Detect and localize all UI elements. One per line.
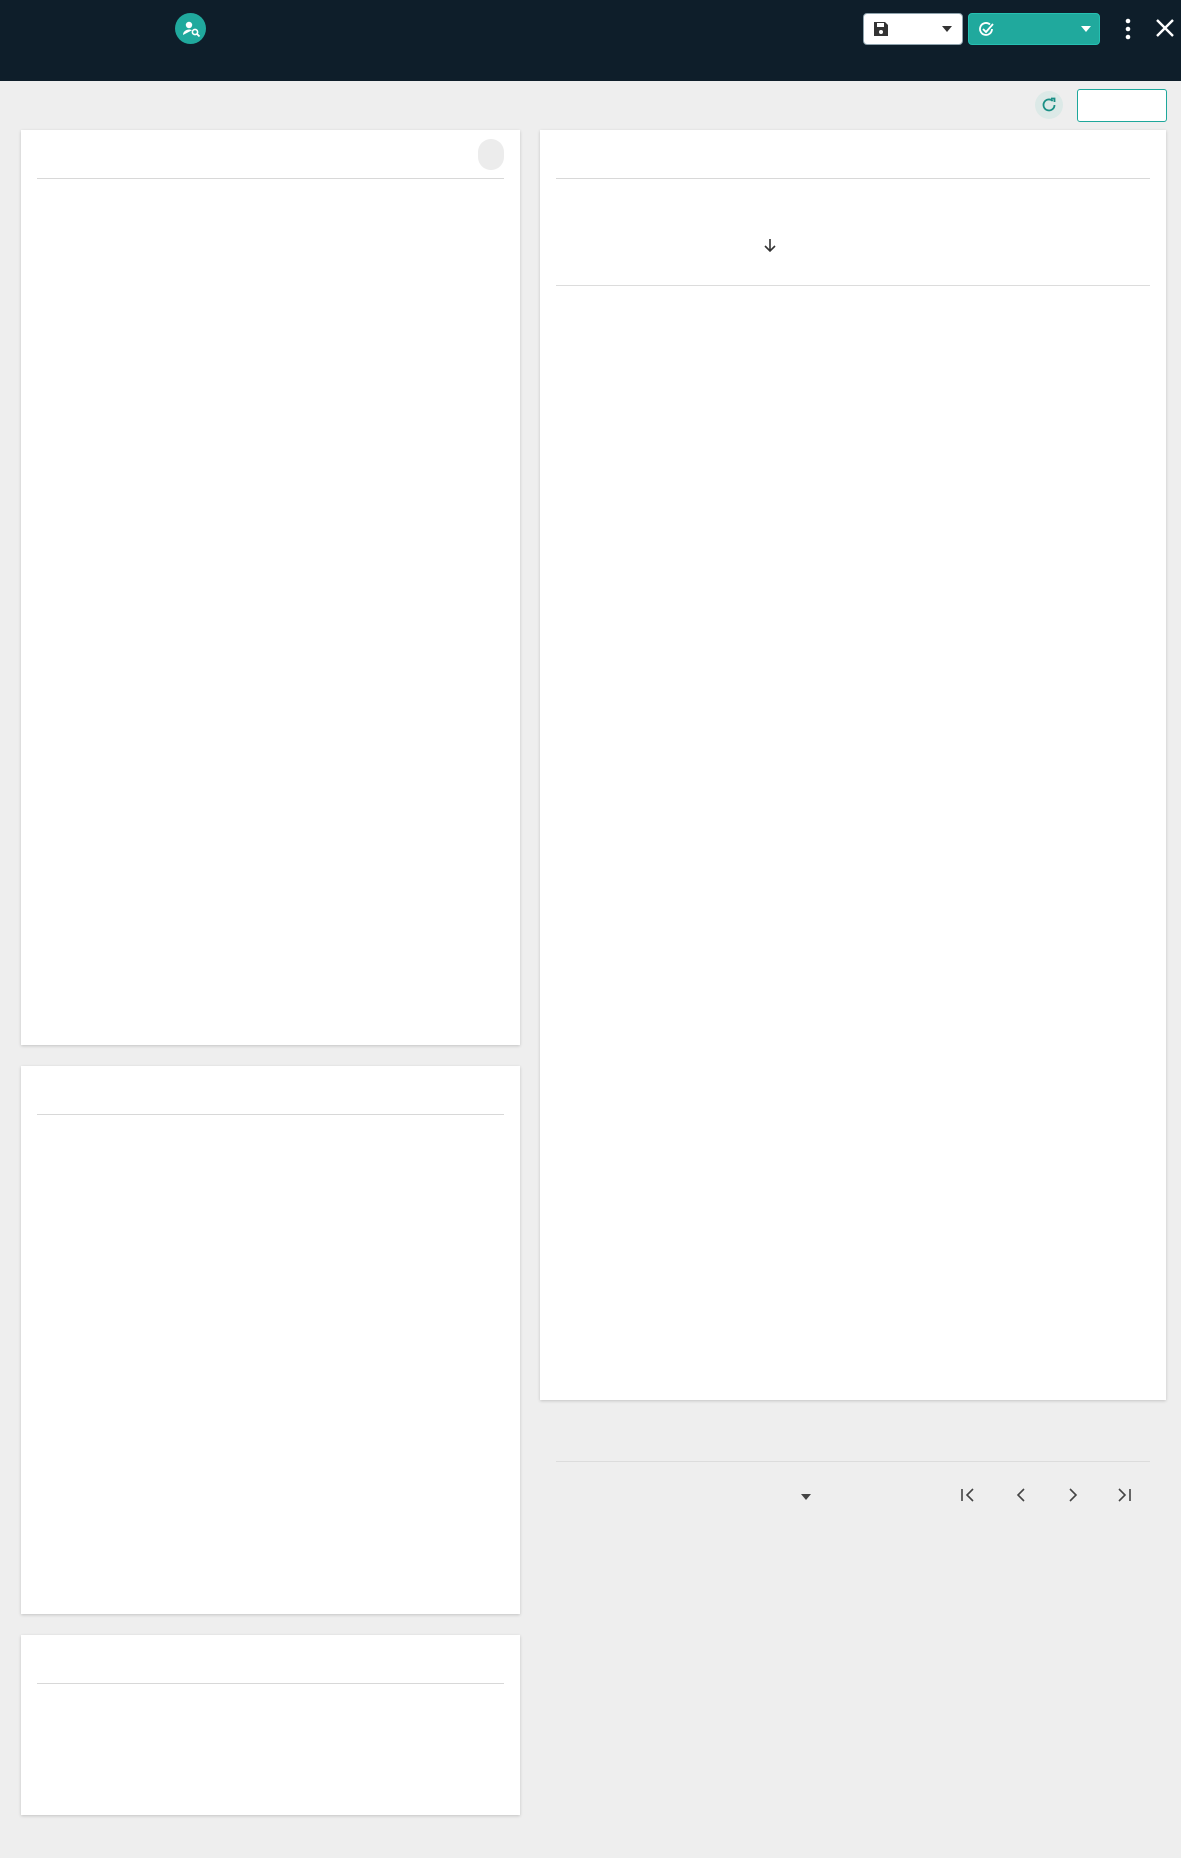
sort-arrow-down-icon[interactable] xyxy=(764,238,776,253)
more-options-icon[interactable] xyxy=(1120,16,1136,42)
save-button[interactable] xyxy=(863,13,963,45)
previous-page-icon[interactable] xyxy=(1013,1487,1029,1503)
patient-meta xyxy=(17,55,117,71)
save-icon xyxy=(873,21,889,37)
check-circle-icon xyxy=(977,20,995,38)
column-header-user[interactable] xyxy=(966,203,1056,286)
refresh-icon xyxy=(1040,96,1058,114)
divider xyxy=(37,178,504,179)
append-info-card xyxy=(21,1635,520,1815)
pagination xyxy=(556,1461,1150,1527)
refresh-button[interactable] xyxy=(1035,91,1063,119)
patient-header xyxy=(0,0,1181,81)
patient-search-icon[interactable] xyxy=(175,13,206,44)
column-header-date[interactable] xyxy=(612,203,762,286)
close-info-button[interactable] xyxy=(1077,89,1167,122)
column-header-type[interactable] xyxy=(1065,203,1145,286)
first-page-icon[interactable] xyxy=(960,1487,976,1503)
chevron-down-icon[interactable] xyxy=(1081,26,1091,32)
last-page-icon[interactable] xyxy=(1116,1487,1132,1503)
column-header-activity[interactable] xyxy=(823,203,943,286)
divider xyxy=(37,1683,504,1684)
complete-button[interactable] xyxy=(968,13,1100,45)
document-info-card xyxy=(21,130,520,1045)
activity-log-card xyxy=(540,130,1166,1400)
divider xyxy=(37,1114,504,1115)
chevron-down-icon[interactable] xyxy=(801,1494,811,1500)
divider xyxy=(556,178,1150,179)
close-icon[interactable] xyxy=(1154,17,1176,39)
last-saved xyxy=(1158,55,1166,71)
activity-table-header xyxy=(556,203,1150,286)
status-badge xyxy=(478,139,504,170)
chevron-down-icon[interactable] xyxy=(942,26,952,32)
next-page-icon[interactable] xyxy=(1065,1487,1081,1503)
dictation-info-card xyxy=(21,1066,520,1614)
